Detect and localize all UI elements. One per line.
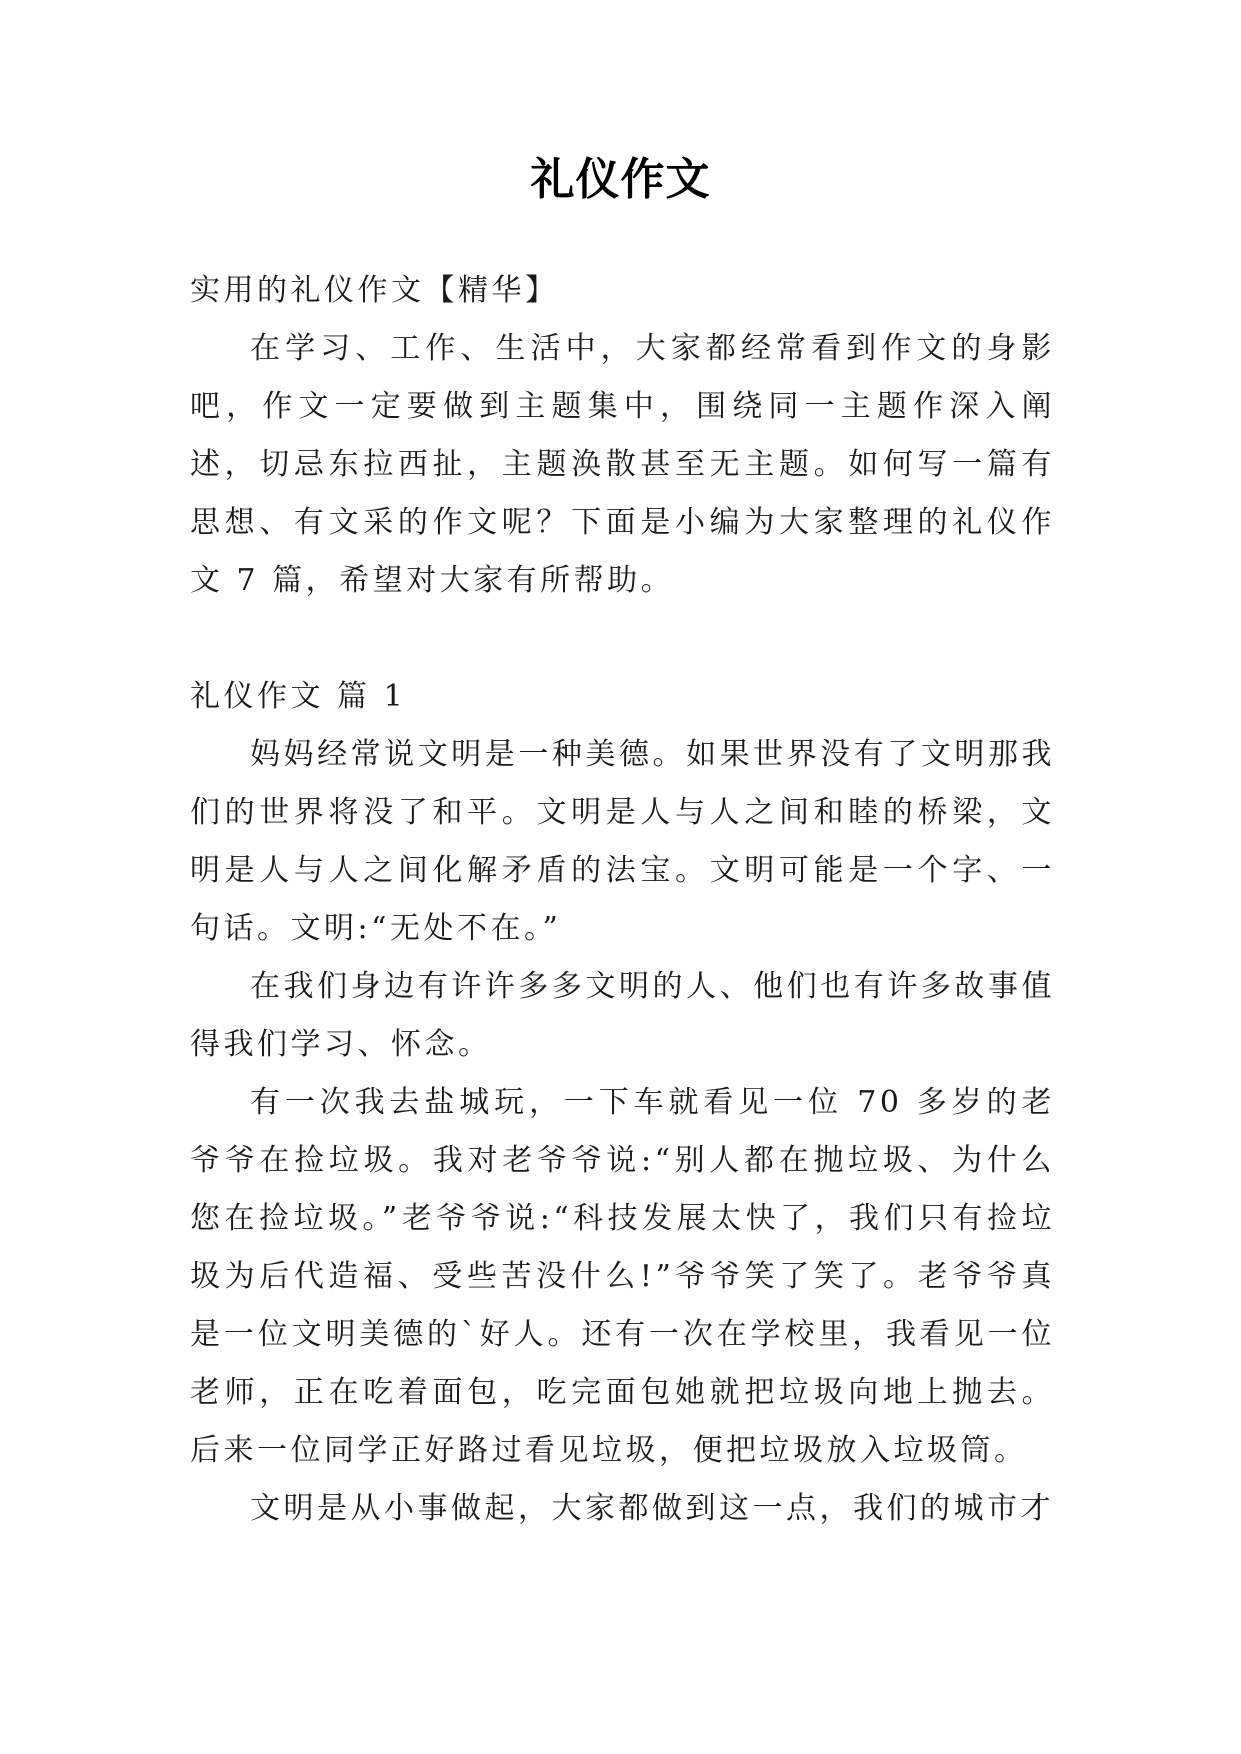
document-body [190,262,1055,1538]
body-paragraph-2: 在我们身边有许许多多文明的人、他们也有许多故事值得我们学习、怀念。 [190,969,1055,1062]
section-spacer [190,610,1055,668]
body-paragraph-4: 文明是从小事做起，大家都做到这一点，我们的城市才 [250,1491,1054,1526]
body-paragraph-3: 有一次我去盐城玩，一下车就看见一位 70 多岁的老爷爷在捡垃圾。我对老爷爷说:“别人都在抛垃圾、为什么您在捡垃圾。”老爷爷说:“科技发展太快了，我们只有捡垃圾为后代造福、受些苦没什么!”爷爷笑了笑了。老爷爷真是一位文明美德的`好人。还有一次在学校里，我看见一位老师，正在吃着面包，吃完面包她就把垃圾向地上抛去。后来一位同学正好路过看见垃圾，便把垃圾放入垃圾筒。 [190,1085,1055,1468]
intro-paragraph: 在学习、工作、生活中，大家都经常看到作文的身影吧，作文一定要做到主题集中，围绕同一主题作深入阐述，切忌东拉西扯，主题涣散甚至无主题。如何写一篇有思想、有文采的作文呢？下面是小编为大家整理的礼仪作文 7 篇，希望对大家有所帮助。 [190,331,1055,598]
document-subtitle: 实用的礼仪作文【精华】 [190,273,559,308]
section-heading: 礼仪作文 篇 1 [190,679,407,714]
document-title: 礼仪作文 [530,154,711,205]
body-paragraph-1: 妈妈经常说文明是一种美德。如果世界没有了文明那我们的世界将没了和平。文明是人与人之间和睦的桥梁，文明是人与人之间化解矛盾的法宝。文明可能是一个字、一句话。文明:“无处不在。” [190,737,1055,946]
